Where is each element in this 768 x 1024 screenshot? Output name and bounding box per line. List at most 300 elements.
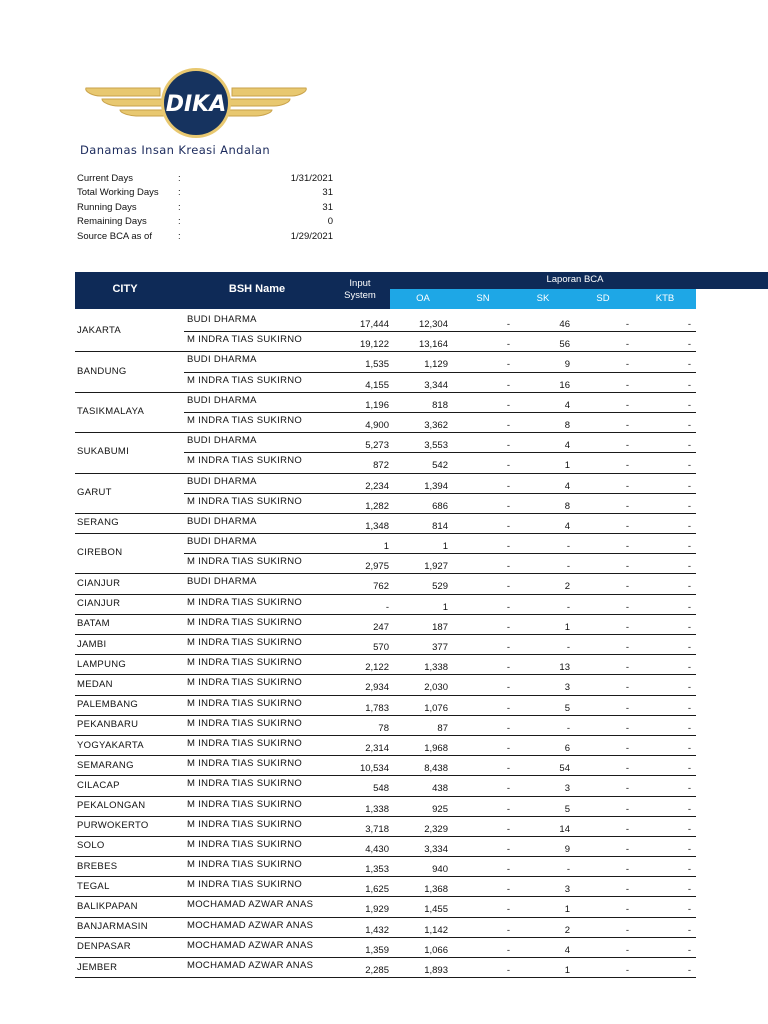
bsh-name-cell: M INDRA TIAS SUKIRNO xyxy=(187,717,303,729)
company-logo xyxy=(80,66,312,140)
sk-cell: 8 xyxy=(564,419,570,431)
bsh-name-cell: M INDRA TIAS SUKIRNO xyxy=(187,455,303,467)
sn-cell: - xyxy=(506,440,510,452)
table-row xyxy=(184,574,696,593)
sn-cell: - xyxy=(506,500,510,512)
sn-cell: - xyxy=(506,662,510,674)
sk-cell: 3 xyxy=(564,884,570,896)
sd-cell: - xyxy=(625,944,629,956)
ktb-cell: - xyxy=(687,965,691,976)
city-group xyxy=(75,918,696,938)
oa-cell: 187 xyxy=(432,621,448,633)
bsh-name-cell: BUDI DHARMA xyxy=(187,576,257,588)
sn-cell: - xyxy=(506,621,510,633)
table-row xyxy=(184,312,696,332)
city-name: TASIKMALAYA xyxy=(77,405,145,417)
sk-cell: 46 xyxy=(559,319,570,330)
oa-cell: 1,368 xyxy=(424,884,448,896)
sk-cell: - xyxy=(566,541,570,553)
oa-cell: 1,893 xyxy=(424,965,448,976)
city-group xyxy=(75,352,696,392)
ktb-cell: - xyxy=(687,359,691,371)
sk-cell: 9 xyxy=(564,359,570,371)
sd-cell: - xyxy=(625,662,629,674)
ktb-cell: - xyxy=(687,843,691,855)
bsh-name-cell: MOCHAMAD AZWAR ANAS xyxy=(187,919,314,931)
info-value: 1/31/2021 xyxy=(290,173,333,184)
table-row xyxy=(184,453,696,472)
bsh-name-cell: M INDRA TIAS SUKIRNO xyxy=(187,758,303,770)
oa-cell: 1,968 xyxy=(424,742,448,754)
bsh-name-cell: BUDI DHARMA xyxy=(187,536,257,548)
input-system-cell: 2,234 xyxy=(365,480,389,492)
header-city: CITY xyxy=(112,283,138,295)
table-row xyxy=(184,776,696,795)
table-row xyxy=(184,797,696,816)
bsh-name-cell: M INDRA TIAS SUKIRNO xyxy=(187,798,303,810)
input-system-cell: 3,718 xyxy=(365,823,389,835)
sd-cell: - xyxy=(625,702,629,714)
sd-cell: - xyxy=(625,642,629,653)
header-ktb: KTB xyxy=(655,293,675,304)
info-row xyxy=(77,201,333,215)
city-group xyxy=(75,696,696,716)
sn-cell: - xyxy=(506,722,510,734)
sd-cell: - xyxy=(625,864,629,876)
sk-cell: - xyxy=(566,601,570,613)
input-system-cell: 1 xyxy=(383,541,389,553)
table-row xyxy=(184,352,696,372)
header-laporan-bca: Laporan BCA xyxy=(546,274,604,285)
sk-cell: 1 xyxy=(564,965,570,976)
bsh-name-cell: BUDI DHARMA xyxy=(187,314,257,325)
ktb-cell: - xyxy=(687,924,691,936)
oa-cell: 87 xyxy=(437,722,448,734)
oa-cell: 3,334 xyxy=(424,843,448,855)
sn-cell: - xyxy=(506,742,510,754)
oa-cell: 814 xyxy=(432,520,448,532)
table-row xyxy=(184,635,696,654)
sd-cell: - xyxy=(625,419,629,431)
ktb-cell: - xyxy=(687,642,691,653)
sd-cell: - xyxy=(625,561,629,573)
city-name: BANDUNG xyxy=(77,365,127,377)
ktb-cell: - xyxy=(687,339,691,351)
info-value: 31 xyxy=(322,187,333,199)
sn-cell: - xyxy=(506,702,510,714)
sk-cell: 6 xyxy=(564,742,570,754)
city-group xyxy=(75,958,696,978)
oa-cell: 377 xyxy=(432,642,448,653)
input-system-cell: 247 xyxy=(373,621,389,633)
oa-cell: 1,076 xyxy=(424,702,448,714)
sn-cell: - xyxy=(506,763,510,775)
table-row xyxy=(184,837,696,856)
table-row xyxy=(184,675,696,694)
info-value: 1/29/2021 xyxy=(290,230,333,242)
sd-cell: - xyxy=(625,399,629,411)
bsh-name-cell: M INDRA TIAS SUKIRNO xyxy=(187,657,303,669)
city-name: JAKARTA xyxy=(77,325,121,337)
oa-cell: 3,344 xyxy=(424,379,448,391)
sn-cell: - xyxy=(506,419,510,431)
info-label: Total Working Days xyxy=(77,187,159,199)
table-row xyxy=(184,716,696,735)
table-row xyxy=(184,897,696,916)
bsh-name-cell: M INDRA TIAS SUKIRNO xyxy=(187,556,303,568)
sk-cell: 4 xyxy=(564,480,570,492)
info-separator: : xyxy=(178,201,181,213)
table-row xyxy=(184,857,696,876)
data-table xyxy=(75,312,696,978)
table-row xyxy=(184,615,696,634)
city-name: PEKALONGAN xyxy=(77,800,146,812)
input-system-cell: 1,929 xyxy=(365,904,389,916)
sd-cell: - xyxy=(625,823,629,835)
table-row xyxy=(184,918,696,937)
bsh-name-cell: M INDRA TIAS SUKIRNO xyxy=(187,697,303,709)
sd-cell: - xyxy=(625,460,629,472)
ktb-cell: - xyxy=(687,480,691,492)
sn-cell: - xyxy=(506,581,510,593)
table-row xyxy=(184,514,696,533)
oa-cell: 8,438 xyxy=(424,763,448,775)
bsh-name-cell: M INDRA TIAS SUKIRNO xyxy=(187,414,303,426)
table-row xyxy=(184,413,696,432)
input-system-cell: 1,359 xyxy=(365,944,389,956)
info-separator: : xyxy=(178,216,181,228)
input-system-cell: 762 xyxy=(373,581,389,593)
ktb-cell: - xyxy=(687,702,691,714)
bsh-name-cell: M INDRA TIAS SUKIRNO xyxy=(187,778,303,790)
sk-cell: 4 xyxy=(564,440,570,452)
sk-cell: 8 xyxy=(564,500,570,512)
city-group xyxy=(75,514,696,534)
city-name: BALIKPAPAN xyxy=(77,901,138,913)
info-label: Source BCA as of xyxy=(77,230,152,242)
sd-cell: - xyxy=(625,763,629,775)
company-name: Danamas Insan Kreasi Andalan xyxy=(80,143,271,157)
bsh-name-cell: MOCHAMAD AZWAR ANAS xyxy=(187,960,314,971)
city-name: BREBES xyxy=(77,860,118,872)
sd-cell: - xyxy=(625,520,629,532)
city-group xyxy=(75,938,696,958)
sk-cell: 56 xyxy=(559,339,570,351)
input-system-cell: 2,314 xyxy=(365,742,389,754)
ktb-cell: - xyxy=(687,601,691,613)
sd-cell: - xyxy=(625,884,629,896)
oa-cell: 1,142 xyxy=(424,924,448,936)
sd-cell: - xyxy=(625,682,629,694)
sn-cell: - xyxy=(506,399,510,411)
info-separator: : xyxy=(178,230,181,242)
input-system-cell: 17,444 xyxy=(359,319,389,330)
bsh-name-cell: BUDI DHARMA xyxy=(187,515,257,527)
sd-cell: - xyxy=(625,339,629,351)
sk-cell: 3 xyxy=(564,783,570,795)
sd-cell: - xyxy=(625,541,629,553)
input-system-cell: 548 xyxy=(373,783,389,795)
input-system-cell: 1,196 xyxy=(365,399,389,411)
info-row xyxy=(77,172,333,186)
bsh-name-cell: M INDRA TIAS SUKIRNO xyxy=(187,616,303,628)
table-row xyxy=(184,817,696,836)
sk-cell: - xyxy=(566,642,570,653)
city-group xyxy=(75,877,696,897)
bsh-name-cell: M INDRA TIAS SUKIRNO xyxy=(187,677,303,689)
sn-cell: - xyxy=(506,339,510,351)
oa-cell: 13,164 xyxy=(418,339,448,351)
input-system-cell: - xyxy=(385,601,389,613)
bsh-name-cell: M INDRA TIAS SUKIRNO xyxy=(187,818,303,830)
sk-cell: 2 xyxy=(564,581,570,593)
sn-cell: - xyxy=(506,864,510,876)
oa-cell: 1,129 xyxy=(424,359,448,371)
header-input-line1: Input xyxy=(349,278,371,289)
city-name: CIREBON xyxy=(77,547,123,559)
input-system-cell: 2,975 xyxy=(365,561,389,573)
city-name: SERANG xyxy=(77,517,119,529)
ktb-cell: - xyxy=(687,682,691,694)
sn-cell: - xyxy=(506,783,510,795)
input-system-cell: 2,934 xyxy=(365,682,389,694)
sk-cell: 4 xyxy=(564,520,570,532)
bsh-name-cell: BUDI DHARMA xyxy=(187,394,257,406)
bsh-name-cell: M INDRA TIAS SUKIRNO xyxy=(187,637,303,648)
bsh-name-cell: BUDI DHARMA xyxy=(187,475,257,487)
sk-cell: 13 xyxy=(559,662,570,674)
input-system-cell: 1,432 xyxy=(365,924,389,936)
bsh-name-cell: M INDRA TIAS SUKIRNO xyxy=(187,859,303,871)
city-group xyxy=(75,615,696,635)
ktb-cell: - xyxy=(687,440,691,452)
sd-cell: - xyxy=(625,783,629,795)
oa-cell: 438 xyxy=(432,783,448,795)
ktb-cell: - xyxy=(687,561,691,573)
sd-cell: - xyxy=(625,965,629,976)
oa-cell: 1,066 xyxy=(424,944,448,956)
sn-cell: - xyxy=(506,924,510,936)
oa-cell: 1,338 xyxy=(424,662,448,674)
city-group xyxy=(75,675,696,695)
sk-cell: 9 xyxy=(564,843,570,855)
bsh-name-cell: M INDRA TIAS SUKIRNO xyxy=(187,879,303,891)
sd-cell: - xyxy=(625,359,629,371)
city-name: DENPASAR xyxy=(77,941,131,953)
sd-cell: - xyxy=(625,480,629,492)
table-row xyxy=(184,554,696,573)
sn-cell: - xyxy=(506,803,510,815)
sk-cell: 1 xyxy=(564,621,570,633)
ktb-cell: - xyxy=(687,763,691,775)
input-system-cell: 4,900 xyxy=(365,419,389,431)
sk-cell: 5 xyxy=(564,803,570,815)
table-row xyxy=(184,736,696,755)
input-system-cell: 10,534 xyxy=(359,763,389,775)
sd-cell: - xyxy=(625,924,629,936)
city-group xyxy=(75,857,696,877)
sk-cell: 16 xyxy=(559,379,570,391)
info-row xyxy=(77,215,333,229)
city-name: CIANJUR xyxy=(77,598,121,610)
sn-cell: - xyxy=(506,561,510,573)
sd-cell: - xyxy=(625,904,629,916)
sn-cell: - xyxy=(506,965,510,976)
oa-cell: 12,304 xyxy=(418,319,448,330)
oa-cell: 1,927 xyxy=(424,561,448,573)
sk-cell: 4 xyxy=(564,944,570,956)
info-label: Current Days xyxy=(77,173,133,184)
city-name: LAMPUNG xyxy=(77,658,127,670)
oa-cell: 3,553 xyxy=(424,440,448,452)
sn-cell: - xyxy=(506,460,510,472)
ktb-cell: - xyxy=(687,319,691,330)
bsh-name-cell: M INDRA TIAS SUKIRNO xyxy=(187,495,303,507)
ktb-cell: - xyxy=(687,884,691,896)
table-row xyxy=(184,938,696,957)
sn-cell: - xyxy=(506,379,510,391)
city-group xyxy=(75,393,696,433)
input-system-cell: 19,122 xyxy=(359,339,389,351)
sd-cell: - xyxy=(625,500,629,512)
oa-cell: 925 xyxy=(432,803,448,815)
info-label: Running Days xyxy=(77,201,137,213)
table-row xyxy=(184,655,696,674)
bsh-name-cell: M INDRA TIAS SUKIRNO xyxy=(187,374,303,386)
table-row xyxy=(184,433,696,453)
report-info xyxy=(77,172,333,244)
sk-cell: - xyxy=(566,722,570,734)
sk-cell: 5 xyxy=(564,702,570,714)
city-group xyxy=(75,474,696,514)
input-system-cell: 872 xyxy=(373,460,389,472)
input-system-cell: 2,285 xyxy=(365,965,389,976)
city-group xyxy=(75,312,696,352)
city-name: MEDAN xyxy=(77,678,113,690)
sd-cell: - xyxy=(625,621,629,633)
oa-cell: 3,362 xyxy=(424,419,448,431)
ktb-cell: - xyxy=(687,662,691,674)
ktb-cell: - xyxy=(687,541,691,553)
sn-cell: - xyxy=(506,319,510,330)
bsh-name-cell: M INDRA TIAS SUKIRNO xyxy=(187,737,303,749)
sk-cell: 54 xyxy=(559,763,570,775)
oa-cell: 1,394 xyxy=(424,480,448,492)
city-group xyxy=(75,635,696,655)
city-group xyxy=(75,797,696,817)
table-row xyxy=(184,756,696,775)
logo-text: DIKA xyxy=(165,92,227,117)
city-group xyxy=(75,776,696,796)
sk-cell: 4 xyxy=(564,399,570,411)
ktb-cell: - xyxy=(687,722,691,734)
input-system-cell: 5,273 xyxy=(365,440,389,452)
oa-cell: 940 xyxy=(432,864,448,876)
bsh-name-cell: M INDRA TIAS SUKIRNO xyxy=(187,334,303,346)
ktb-cell: - xyxy=(687,944,691,956)
table-row xyxy=(184,332,696,351)
bsh-name-cell: MOCHAMAD AZWAR ANAS xyxy=(187,899,314,911)
sk-cell: 1 xyxy=(564,904,570,916)
sn-cell: - xyxy=(506,904,510,916)
city-group xyxy=(75,756,696,776)
sd-cell: - xyxy=(625,722,629,734)
header-sk: SK xyxy=(536,293,550,304)
ktb-cell: - xyxy=(687,803,691,815)
oa-cell: 1 xyxy=(442,601,448,613)
ktb-cell: - xyxy=(687,742,691,754)
oa-cell: 2,030 xyxy=(424,682,448,694)
table-row xyxy=(184,494,696,513)
sk-cell: 14 xyxy=(559,823,570,835)
city-name: SUKABUMI xyxy=(77,446,130,458)
sn-cell: - xyxy=(506,823,510,835)
sn-cell: - xyxy=(506,601,510,613)
sd-cell: - xyxy=(625,601,629,613)
info-separator: : xyxy=(178,173,181,184)
city-name: CIANJUR xyxy=(77,578,121,590)
ktb-cell: - xyxy=(687,399,691,411)
city-name: TEGAL xyxy=(77,880,110,892)
table-row xyxy=(184,393,696,413)
input-system-cell: 4,155 xyxy=(365,379,389,391)
city-group xyxy=(75,716,696,736)
sn-cell: - xyxy=(506,642,510,653)
info-label: Remaining Days xyxy=(77,216,147,228)
table-row xyxy=(184,373,696,392)
sk-cell: 1 xyxy=(564,460,570,472)
sn-cell: - xyxy=(506,520,510,532)
input-system-cell: 570 xyxy=(373,642,389,653)
info-row xyxy=(77,230,333,244)
city-group xyxy=(75,595,696,615)
city-group xyxy=(75,736,696,756)
header-bsh-name: BSH Name xyxy=(228,283,286,295)
sn-cell: - xyxy=(506,843,510,855)
city-group xyxy=(75,574,696,594)
bsh-name-cell: BUDI DHARMA xyxy=(187,435,257,447)
bsh-name-cell: MOCHAMAD AZWAR ANAS xyxy=(187,939,314,951)
input-system-cell: 1,783 xyxy=(365,702,389,714)
sd-cell: - xyxy=(625,742,629,754)
ktb-cell: - xyxy=(687,419,691,431)
table-row xyxy=(184,595,696,614)
sd-cell: - xyxy=(625,440,629,452)
sn-cell: - xyxy=(506,944,510,956)
city-group xyxy=(75,534,696,574)
input-system-cell: 1,353 xyxy=(365,864,389,876)
input-system-cell: 78 xyxy=(378,722,389,734)
city-name: SOLO xyxy=(77,840,105,852)
sn-cell: - xyxy=(506,884,510,896)
ktb-cell: - xyxy=(687,823,691,835)
ktb-cell: - xyxy=(687,460,691,472)
table-row xyxy=(184,696,696,715)
city-name: PEKANBARU xyxy=(77,719,139,731)
city-name: YOGYAKARTA xyxy=(77,739,144,751)
city-group xyxy=(75,897,696,917)
table-row xyxy=(184,474,696,494)
input-system-cell: 1,625 xyxy=(365,884,389,896)
sd-cell: - xyxy=(625,319,629,330)
header-sn: SN xyxy=(476,293,490,304)
ktb-cell: - xyxy=(687,500,691,512)
sn-cell: - xyxy=(506,359,510,371)
ktb-cell: - xyxy=(687,581,691,593)
sk-cell: - xyxy=(566,561,570,573)
city-name: JEMBER xyxy=(77,961,118,973)
info-separator: : xyxy=(178,187,181,199)
